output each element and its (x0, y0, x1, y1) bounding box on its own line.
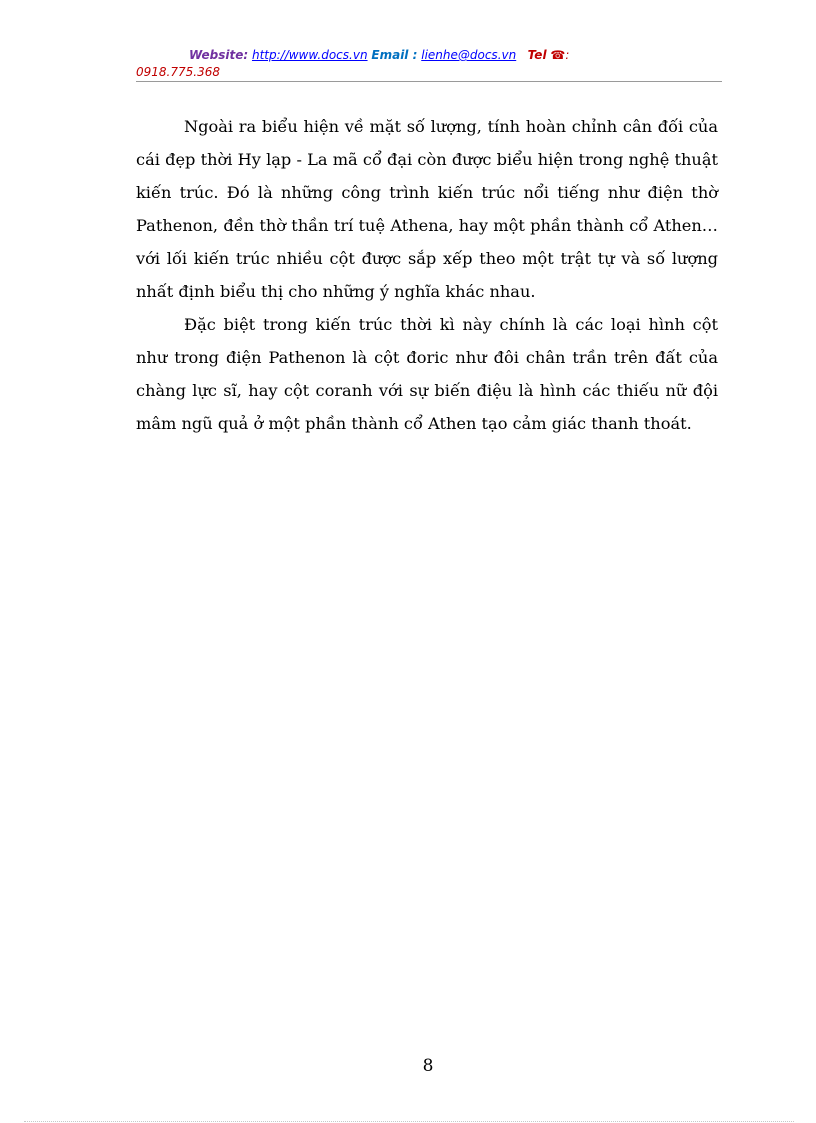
website-link[interactable]: http://www.docs.vn (251, 48, 368, 62)
header-contact-line (136, 47, 722, 64)
paragraph-2: Đặc biệt trong kiến trúc thời kì này chính là các loại hình cột như trong điện Pathenon là cột đoric như đôi chân trần trên đất của chàng lực sĩ, hay cột coranh với sự biến điệu là hình các thiếu nữ đội mâm ngũ quả ở một phần thành cổ Athen tạo cảm giác thanh thoát. (136, 315, 718, 433)
website-label: Website: (189, 48, 249, 62)
document-body (136, 110, 718, 440)
phone-number: 0918.775.368 (136, 65, 220, 79)
tel-colon: : (565, 48, 570, 62)
page-number: 8 (422, 1056, 434, 1076)
phone-icon: ☎ (550, 48, 566, 62)
footer-divider (24, 1121, 794, 1122)
header-divider (136, 81, 722, 82)
tel-label: Tel (527, 48, 547, 62)
email-label: Email : (371, 48, 418, 62)
email-link[interactable]: lienhe@docs.vn (421, 48, 517, 62)
paragraph-1: Ngoài ra biểu hiện về mặt số lượng, tính hoàn chỉnh cân đối của cái đẹp thời Hy lạp - La mã cổ đại còn được biểu hiện trong nghệ thuật kiến trúc. Đó là những công trình kiến trúc nổi tiếng như điện thờ Pathenon, đền thờ thần trí tuệ Athena, hay một phần thành cổ Athen… với lối kiến trúc nhiều cột được sắp xếp theo một trật tự và số lượng nhất định biểu thị cho những ý nghĩa khác nhau. (136, 117, 718, 301)
page-header (136, 47, 722, 81)
